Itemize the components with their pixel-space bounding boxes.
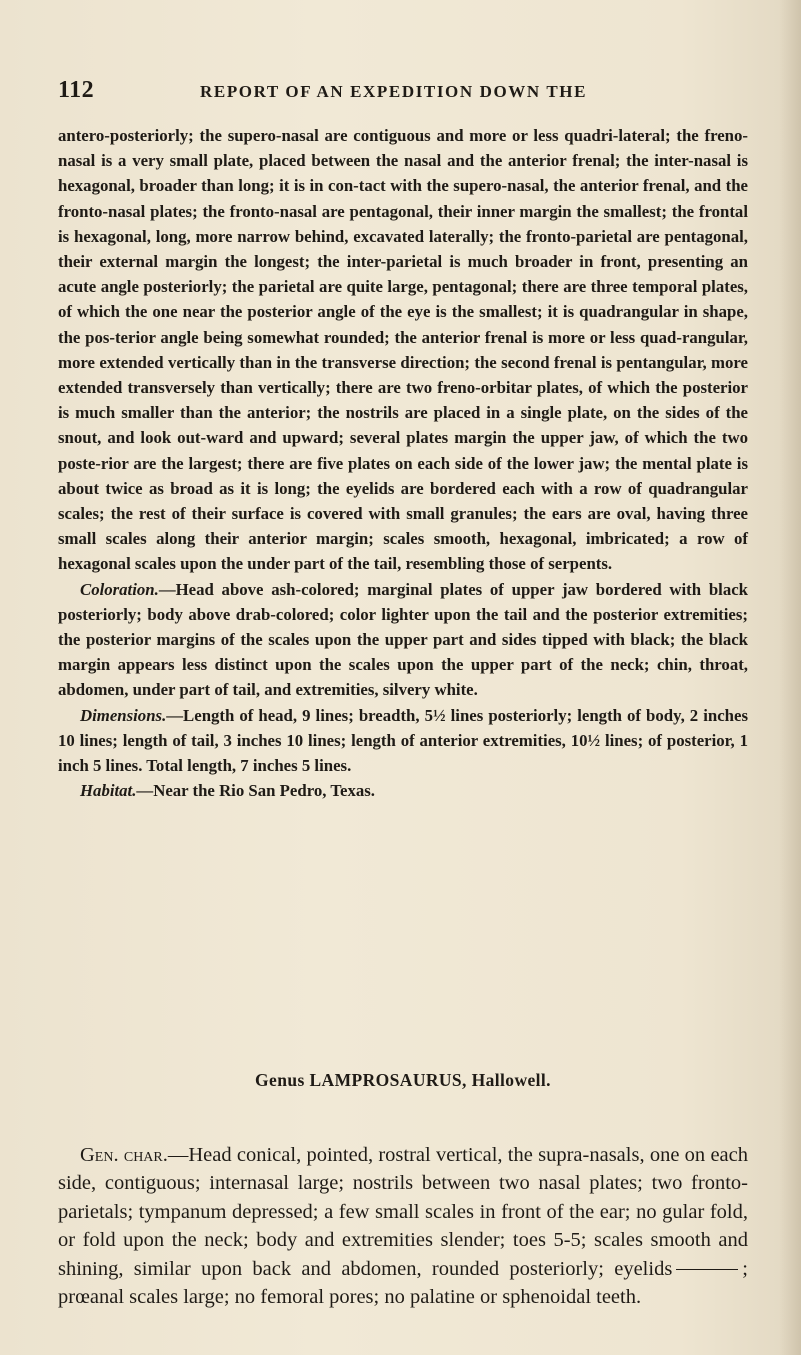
- coloration-paragraph: [58, 577, 748, 703]
- running-head: REPORT OF AN EXPEDITION DOWN THE: [200, 82, 588, 101]
- habitat-text: —Near the Rio San Pedro, Texas.: [136, 781, 375, 801]
- generic-characters-paragraph: [58, 1141, 748, 1312]
- gen-char-text-a: —Head conical, pointed, rostral vertical, the supra-nasals, one on each side, contiguous; internasal large; nostrils between two nasal plates; two fronto-parietals; tympanum depressed; a few small scales in front of the ear; no gular fold, or fold upon the neck; body and extremities slender; toes 5-5; scales smooth and shining, similar upon back and abdomen, rounded posteriorly; eyelids: [58, 1143, 748, 1280]
- habitat-label: Habitat.: [80, 781, 137, 801]
- gen-char-label: Gen. char.: [80, 1143, 168, 1166]
- page-number: 112: [58, 77, 95, 103]
- species-description: [58, 123, 748, 803]
- dimensions-text: —Length of head, 9 lines; breadth, 5½ lines posteriorly; length of body, 2 inches 10 lines; length of tail, 3 inches 10 lines; length of anterior extremities, 10½ lines; of posterior, 1 inch 5 lines. Total length, 7 inches 5 lines.: [58, 705, 748, 776]
- gen-char-text-b: ; prœanal scales large; no femoral pores; no palatine or sphenoidal teeth.: [58, 1257, 748, 1308]
- coloration-text: —Head above ash-colored; marginal plates of upper jaw bordered with black posteriorly; body above drab-colored; color lighter upon the tail and the posterior extremities; the posterior margins of the scales upon the upper part and sides tipped with black; the black margin appears less distinct upon the scales upon the upper part of the neck; chin, throat, abdomen, under part of tail, and extremities, silvery white.: [58, 579, 748, 700]
- genus-heading: Genus LAMPROSAURUS, Hallowell.: [255, 1070, 551, 1090]
- scutellation-paragraph: antero-posteriorly; the supero-nasal are contiguous and more or less quadri-lateral; the freno-nasal is a very small plate, placed between the nasal and the anterior frenal; the inter-nasal is hexagonal, broader than long; it is in con-tact with the supero-nasal, the anterior frenal, and the fronto-nasal plates; the fronto-nasal are pentagonal, their inner margin the smallest; the frontal is hexagonal, long, more narrow behind, excavated laterally; the fronto-parietal are pentagonal, their external margin the longest; the inter-parietal is much broader in front, presenting an acute angle posteriorly; the parietal are quite large, pentagonal; there are three temporal plates, of which the one near the posterior angle of the eye is the smallest; it is quadrangular in shape, the pos-terior angle being somewhat rounded; the anterior frenal is more or less quad-rangular, more extended vertically than in the transverse direction; the second frenal is pentangular, more extended transversely than vertically; there are two freno-orbitar plates, of which the posterior is much smaller than the anterior; the nostrils are placed in a single plate, on the sides of the snout, and look out-ward and upward; several plates margin the upper jaw, of which the two poste-rior are the largest; there are five plates on each side of the lower jaw; the mental plate is about twice as broad as it is long; the eyelids are bordered each with a row of quadrangular scales; the rest of their surface is covered with small granules; the ears are oval, having three small scales along their anterior margin; scales smooth, hexagonal, imbricated; a row of hexagonal scales upon the under part of the tail, resembling those of serpents.: [58, 126, 748, 574]
- dimensions-paragraph: [58, 703, 748, 779]
- habitat-paragraph: [58, 778, 748, 803]
- coloration-label: Coloration.: [80, 579, 159, 599]
- page-edge-shadow: [779, 0, 801, 1355]
- blank-dash: [676, 1269, 738, 1270]
- page-header: [58, 77, 748, 107]
- dimensions-label: Dimensions.: [80, 705, 167, 725]
